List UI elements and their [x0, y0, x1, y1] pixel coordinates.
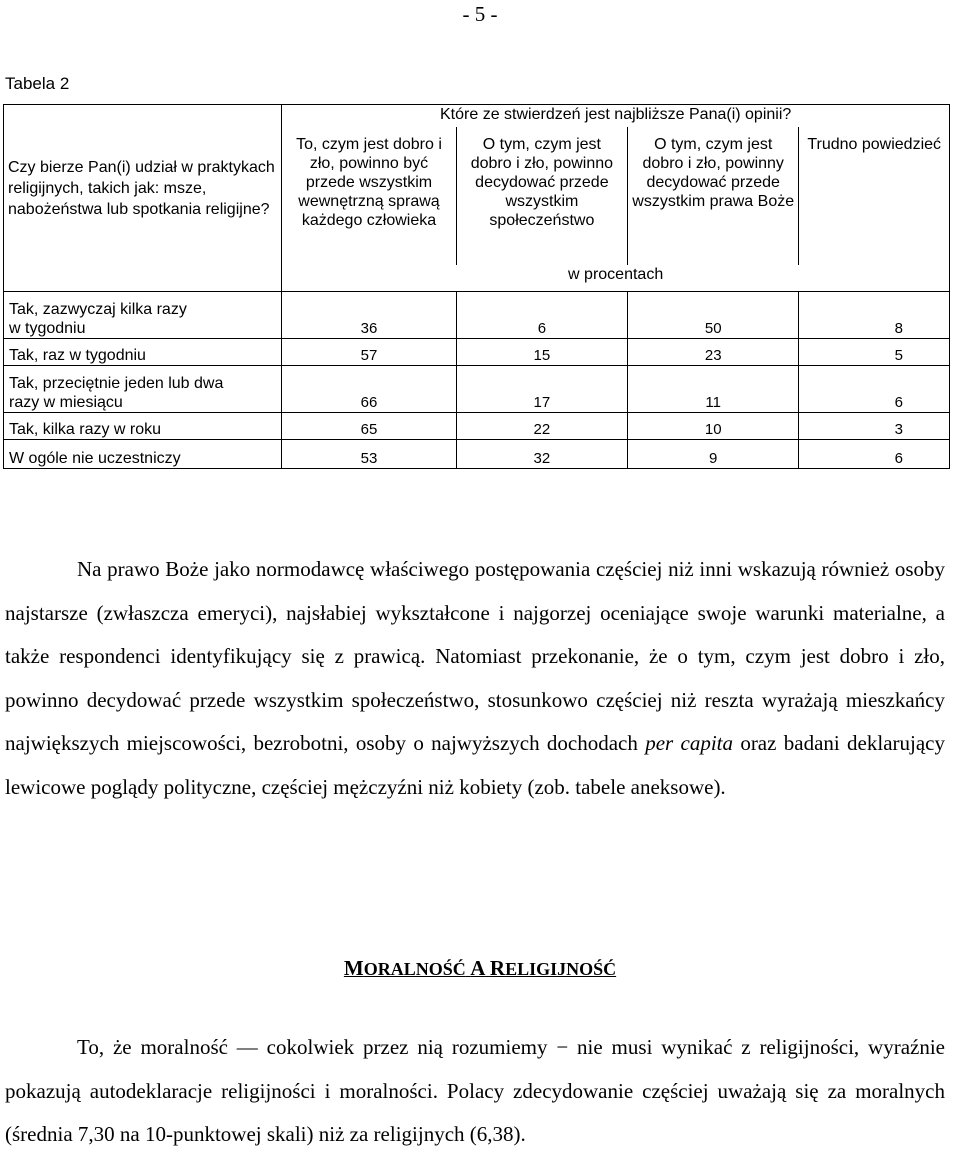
row-label: Tak, raz w tygodniu	[4, 339, 282, 366]
cell-value: 23	[628, 339, 799, 366]
table-row	[4, 366, 950, 413]
paragraph-2: To, że moralność — cokolwiek przez nią rozumiemy − nie musi wynikać z religijności, wyraźnie pokazują autodeklaracje religijności i moralności. Polacy zdecydowanie częściej uważają się za moralnych (średnia 7,30 na 10-punktowej skali) niż za religijnych (6,38).	[5, 1035, 945, 1147]
cell-value: 11	[628, 366, 799, 413]
cell-value: 36	[282, 292, 456, 339]
paragraph-1: Na prawo Boże jako normodawcę właściwego postępowania częściej niż inni wskazują również osoby najstarsze (zwłaszcza emeryci), najsłabiej wykształcone i najgorzej oceniające swoje warunki materialne, a także respondenci identyfikujący się z prawicą. Natomiast przekonanie, że o tym, czym jest dobro i zło, powinno decydować przede wszystkim społeczeństwo, stosunkowo częściej niż reszta wyrażają mieszkańcy największych miejscowości, bezrobotni, osoby o najwyższych dochodach per capita oraz badani deklarujący lewicowe poglądy polityczne, częściej mężczyźni niż kobiety (zob. tabele aneksowe).	[5, 557, 945, 799]
cell-value: 15	[456, 339, 627, 366]
column-header-society: O tym, czym jest dobro i zło, powinno decydować przede wszystkim społeczeństwo	[456, 127, 627, 265]
cell-value: 57	[282, 339, 456, 366]
cell-value: 22	[456, 413, 627, 440]
cell-value: 9	[628, 440, 799, 469]
table-row	[4, 339, 950, 366]
row-label: Tak, zazwyczaj kilka razy w tygodniu	[4, 292, 282, 339]
cell-value: 3	[799, 413, 950, 440]
results-table	[3, 104, 950, 469]
row-label: Tak, kilka razy w roku	[4, 413, 282, 440]
cell-value: 66	[282, 366, 456, 413]
table-row	[4, 413, 950, 440]
row-label: Tak, przeciętnie jeden lub dwa razy w miesiącu	[4, 366, 282, 413]
column-header-internal: To, czym jest dobro i zło, powinno być przede wszystkim wewnętrzną sprawą każdego człowieka	[282, 127, 456, 265]
cell-value: 17	[456, 366, 627, 413]
cell-value: 8	[799, 292, 950, 339]
unit-label: w procentach	[282, 265, 950, 292]
group-header: Które ze stwierdzeń jest najbliższe Pana(i) opinii?	[282, 105, 950, 128]
cell-value: 6	[799, 366, 950, 413]
cell-value: 5	[799, 339, 950, 366]
cell-value: 65	[282, 413, 456, 440]
cell-value: 50	[628, 292, 799, 339]
cell-value: 53	[282, 440, 456, 469]
table-caption: Tabela 2	[5, 74, 70, 93]
page-number: - 5 -	[462, 2, 498, 26]
cell-value: 10	[628, 413, 799, 440]
column-header-gods-law: O tym, czym jest dobro i zło, powinny decydować przede wszystkim prawa Boże	[628, 127, 799, 265]
table-row	[4, 440, 950, 469]
row-label: W ogóle nie uczestniczy	[4, 440, 282, 469]
question-header: Czy bierze Pan(i) udział w praktykach religijnych, takich jak: msze, nabożeństwa lub spotkania religijne?	[4, 105, 282, 292]
cell-value: 32	[456, 440, 627, 469]
cell-value: 6	[456, 292, 627, 339]
table-row	[4, 292, 950, 339]
cell-value: 6	[799, 440, 950, 469]
section-heading: MORALNOŚĆ A RELIGIJNOŚĆ	[343, 956, 617, 980]
column-header-hard-to-say: Trudno powiedzieć	[799, 127, 950, 265]
